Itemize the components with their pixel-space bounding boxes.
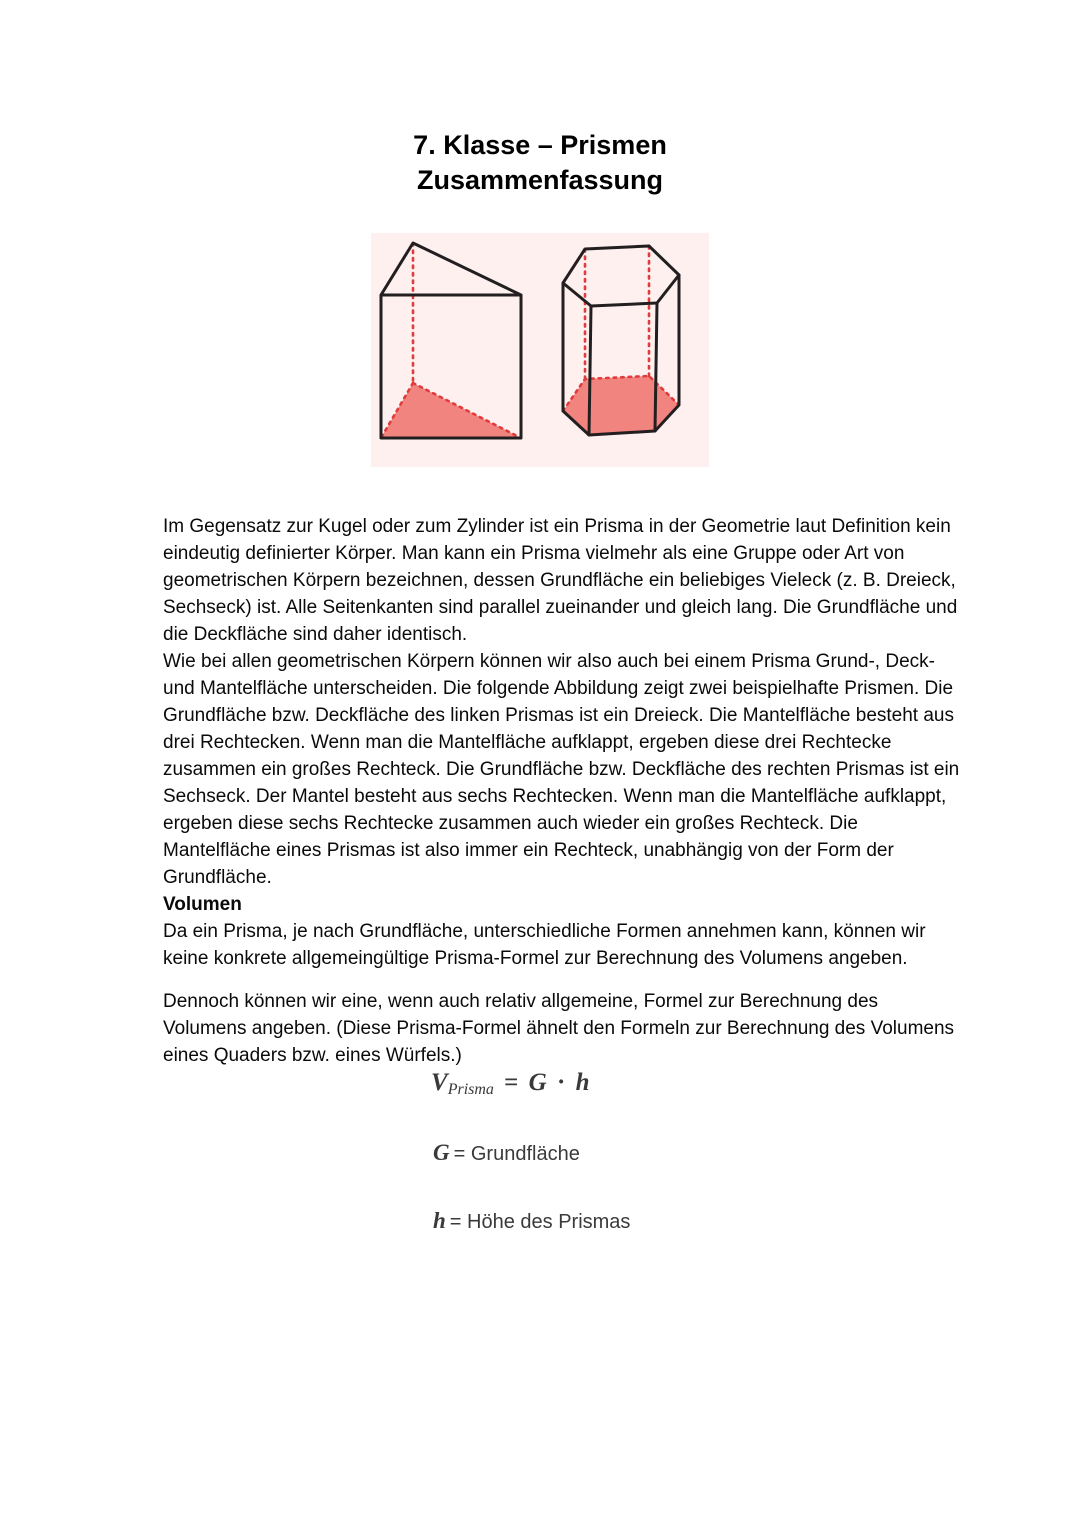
definition-symbol-g: G — [433, 1140, 450, 1166]
paragraph-volume-intro: Da ein Prisma, je nach Grundfläche, unterschiedliche Formen annehmen kann, können wir keine konkrete allgemeingültige Prisma-Formel zur Berechnung des Volumens angeben. — [163, 921, 926, 970]
document-body — [163, 513, 963, 1236]
volume-formula — [431, 1069, 963, 1103]
triangular-base-face — [381, 383, 521, 438]
height-definition — [433, 1207, 963, 1236]
front-right-vertical-edge — [655, 303, 657, 431]
formula-dot-operator: · — [556, 1069, 566, 1097]
formula-symbol-h: h — [575, 1069, 590, 1097]
formula-subscript-prisma: Prisma — [447, 1081, 494, 1099]
definition-text-g: = Grundfläche — [453, 1143, 580, 1166]
front-left-vertical-edge — [589, 306, 591, 435]
page-subtitle: Zusammenfassung — [416, 164, 664, 195]
paragraph-surfaces: Wie bei allen geometrischen Körpern können wir also auch bei einem Prisma Grund-, Deck- und Mantelfläche unterscheiden. Die folgende Abbildung zeigt zwei beispielhafte Prismen. Die Grundfläche bzw. Deckfläche des linken Prismas ist ein Dreieck. Die Mantelfläche besteht aus drei Rechtecken. Wenn man die Mantelfläche aufklappt, ergeben diese drei Rechtecke zusammen ein großes Rechteck. Die Grundfläche bzw. Deckfläche des rechten Prismas ist ein Sechseck. Der Mantel besteht aus sechs Rechtecken. Wenn man die Mantelfläche aufklappt, ergeben diese sechs Rechtecke zusammen auch wieder ein großes Rechteck. Die Mantelfläche eines Prismas ist also immer ein Rechteck, unabhängig von der Form der Grundfläche. — [163, 651, 960, 889]
document-title-block — [0, 0, 1080, 197]
top-face-outline — [563, 246, 679, 306]
prisms-figure — [371, 233, 709, 467]
page-title: 7. Klasse – Prismen — [413, 130, 667, 160]
paragraph-definition: Im Gegensatz zur Kugel oder zum Zylinder ist ein Prisma in der Geometrie laut Definition kein eindeutig definierter Körper. Man kann ein Prisma vielmehr als eine Gruppe oder Art von geometrischen Körpern bezeichnen, dessen Grundfläche ein beliebiges Vieleck (z. B. Dreieck, Sechseck) ist. Alle Seitenkanten sind parallel zueinander und gleich lang. Die Grundfläche und die Deckfläche sind daher identisch. — [163, 516, 958, 646]
formula-variable-v: V — [431, 1069, 448, 1097]
triangular-prism — [381, 243, 521, 438]
paragraph-volume-formula-intro: Dennoch können wir eine, wenn auch relativ allgemeine, Formel zur Berechnung des Volumens angeben. (Diese Prisma-Formel ähnelt den Formeln zur Berechnung des Volumens eines Quaders bzw. eines Würfels.) — [163, 991, 955, 1067]
definition-text-h: = Höhe des Prismas — [449, 1211, 631, 1234]
volumen-section — [163, 891, 963, 972]
base-area-definition — [433, 1139, 963, 1168]
hexagonal-prism — [563, 246, 679, 435]
figure-container — [0, 233, 1080, 467]
formula-equals-sign: = — [504, 1069, 519, 1097]
volumen-heading: Volumen — [163, 894, 242, 916]
formula-symbol-g: G — [528, 1069, 547, 1097]
definition-symbol-h: h — [433, 1208, 446, 1234]
prisms-illustration — [371, 233, 709, 467]
